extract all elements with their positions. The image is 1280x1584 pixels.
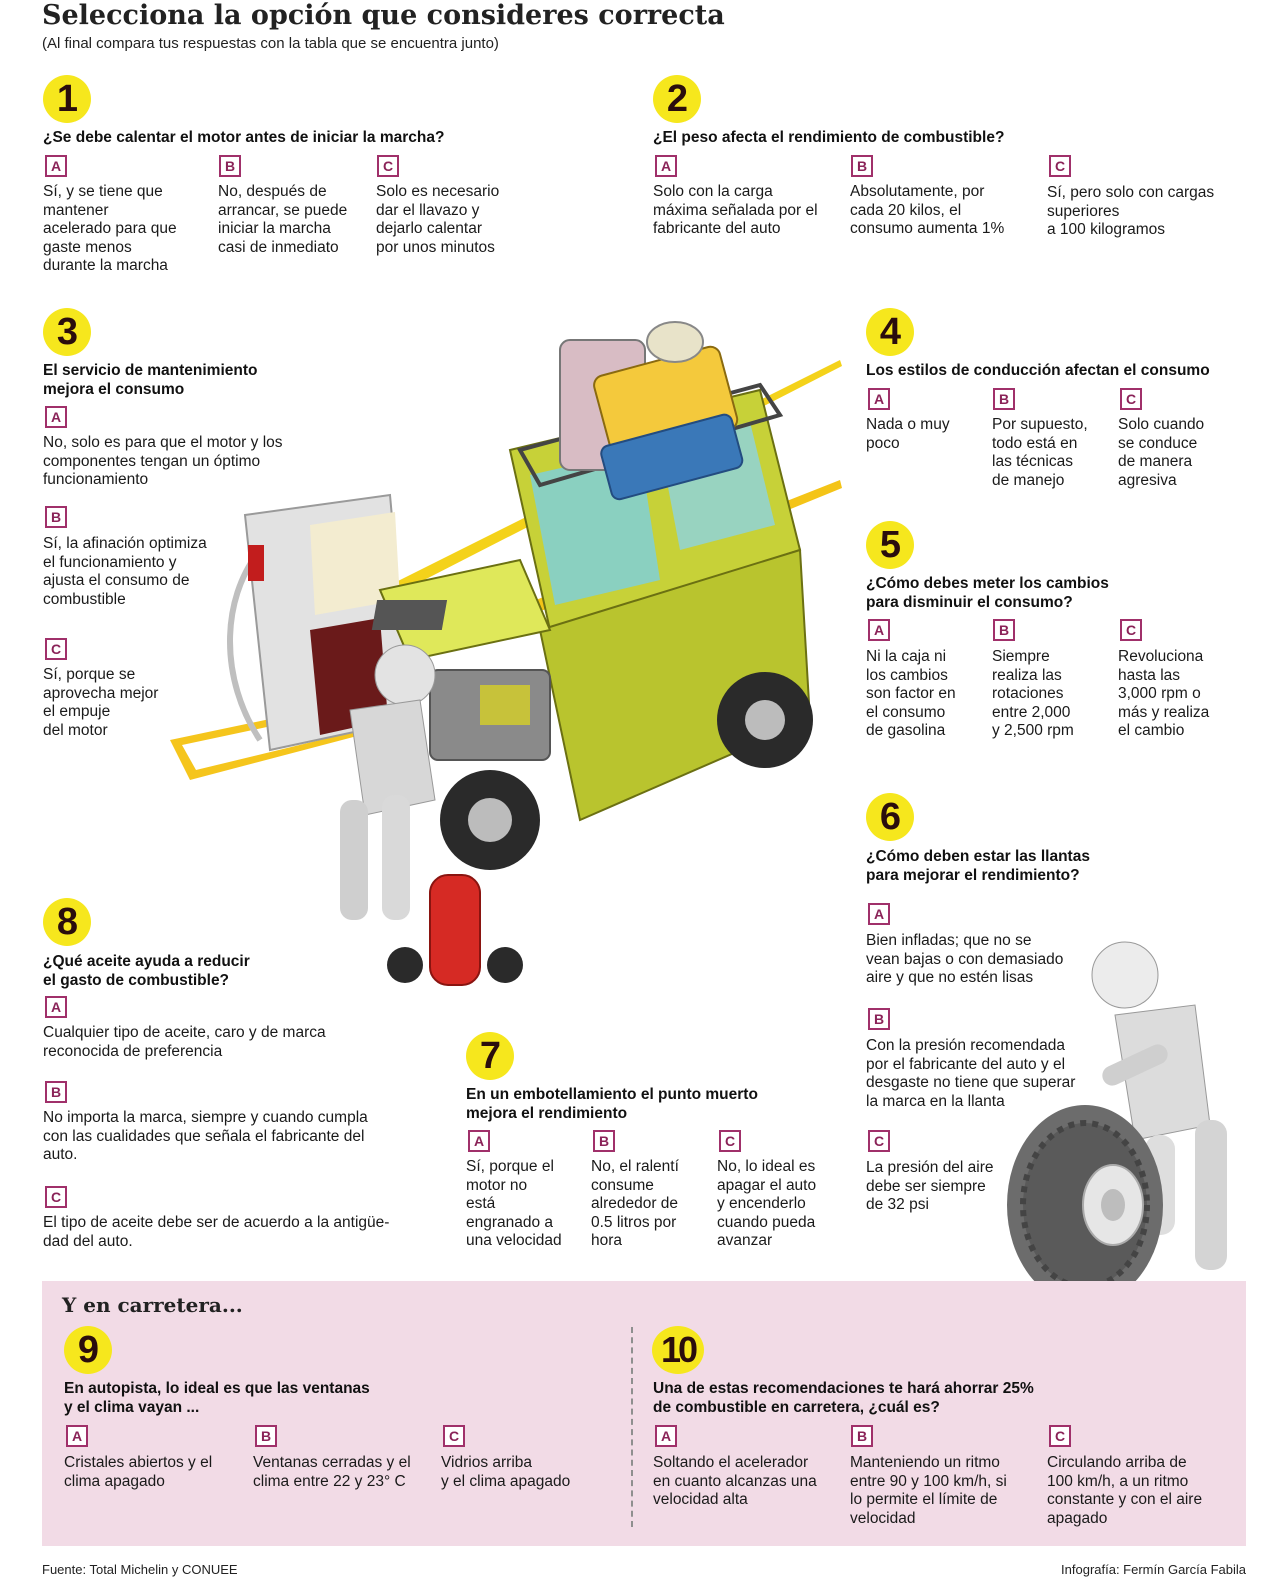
question-3-option-a-badge[interactable]: A (45, 406, 67, 428)
question-1-number: 1 (43, 75, 91, 123)
question-2-option-b-text[interactable]: Absolutamente, por cada 20 kilos, el consumo aumenta 1% (850, 183, 1005, 237)
question-6-option-b-badge[interactable]: B (868, 1008, 890, 1030)
question-4-option-b-badge[interactable]: B (993, 388, 1015, 410)
question-8-option-a-text[interactable]: Cualquier tipo de aceite, caro y de marca reconocida de preferencia (43, 1024, 326, 1060)
question-2-option-c-text[interactable]: Sí, pero solo con cargas superiores a 100 kilogramos (1047, 184, 1215, 238)
question-6-option-c-badge[interactable]: C (868, 1130, 890, 1152)
question-9-option-b-badge[interactable]: B (255, 1425, 277, 1447)
question-6-option-b-text[interactable]: Con la presión recomendada por el fabricante del auto y el desgaste no tiene que superar la marca en la llanta (866, 1037, 1076, 1110)
question-8-option-c-text[interactable]: El tipo de aceite debe ser de acuerdo a la antigüe- dad del auto. (43, 1214, 390, 1250)
question-5-option-a-text[interactable]: Ni la caja ni los cambios son factor en el consumo de gasolina (866, 648, 956, 739)
question-3-option-b-badge[interactable]: B (45, 506, 67, 528)
question-3-text: El servicio de mantenimiento mejora el consumo (43, 362, 258, 398)
question-8-number: 8 (43, 898, 91, 946)
question-2-option-c-badge[interactable]: C (1049, 155, 1071, 177)
question-5-text: ¿Cómo debes meter los cambios para disminuir el consumo? (866, 575, 1109, 611)
question-5-option-a-badge[interactable]: A (868, 619, 890, 641)
question-6-option-c-text[interactable]: La presión del aire debe ser siempre de 32 psi (866, 1159, 994, 1213)
footer-credit: Infografía: Fermín García Fabila (1061, 1562, 1246, 1577)
question-5-option-c-badge[interactable]: C (1120, 619, 1142, 641)
question-3-option-c-badge[interactable]: C (45, 638, 67, 660)
question-6-text: ¿Cómo deben estar las llantas para mejorar el rendimiento? (866, 848, 1090, 884)
question-9-option-a-text[interactable]: Cristales abiertos y el clima apagado (64, 1454, 213, 1490)
question-7-option-a-text[interactable]: Sí, porque el motor no está engranado a una velocidad (466, 1158, 562, 1249)
question-6-number: 6 (866, 793, 914, 841)
question-4-text: Los estilos de conducción afectan el consumo (866, 362, 1210, 379)
question-1-option-a-badge[interactable]: A (45, 155, 67, 177)
question-8-option-b-text[interactable]: No importa la marca, siempre y cuando cumpla con las cualidades que señala el fabricante del auto. (43, 1109, 368, 1163)
question-5-option-b-text[interactable]: Siempre realiza las rotaciones entre 2,000 y 2,500 rpm (992, 648, 1074, 739)
question-5-option-c-text[interactable]: Revoluciona hasta las 3,000 rpm o más y realiza el cambio (1118, 648, 1210, 739)
question-2-option-b-badge[interactable]: B (851, 155, 873, 177)
question-4-option-b-text[interactable]: Por supuesto, todo está en las técnicas de manejo (992, 416, 1088, 489)
question-7-number: 7 (466, 1032, 514, 1080)
footer-source: Fuente: Total Michelin y CONUEE (42, 1562, 238, 1577)
question-1-option-a-text[interactable]: Sí, y se tiene que mantener acelerado para que gaste menos durante la marcha (43, 183, 177, 274)
question-10-number: 10 (652, 1326, 704, 1374)
question-7-option-b-text[interactable]: No, el ralentí consume alrededor de 0.5 litros por hora (591, 1158, 679, 1249)
question-7-option-c-text[interactable]: No, lo ideal es apagar el auto y encenderlo cuando pueda avanzar (717, 1158, 817, 1249)
question-10-option-b-text[interactable]: Manteniendo un ritmo entre 90 y 100 km/h, si lo permite el límite de velocidad (850, 1454, 1007, 1527)
question-9-option-a-badge[interactable]: A (66, 1425, 88, 1447)
question-3-option-b-text[interactable]: Sí, la afinación optimiza el funcionamiento y ajusta el consumo de combustible (43, 535, 207, 608)
question-1-option-b-text[interactable]: No, después de arrancar, se puede iniciar la marcha casi de inmediato (218, 183, 348, 256)
page-subtitle: (Al final compara tus respuestas con la tabla que se encuentra junto) (42, 35, 499, 52)
question-2-number: 2 (653, 75, 701, 123)
question-1-option-b-badge[interactable]: B (219, 155, 241, 177)
question-7-option-a-badge[interactable]: A (468, 1130, 490, 1152)
question-4-option-c-badge[interactable]: C (1120, 388, 1142, 410)
road-section-divider (631, 1327, 633, 1527)
question-4-option-c-text[interactable]: Solo cuando se conduce de manera agresiva (1118, 416, 1205, 489)
page-title: Selecciona la opción que consideres correcta (42, 0, 725, 31)
question-2-option-a-badge[interactable]: A (655, 155, 677, 177)
question-8-option-b-badge[interactable]: B (45, 1081, 67, 1103)
question-9-text: En autopista, lo ideal es que las ventanas y el clima vayan ... (64, 1380, 370, 1416)
question-9-option-c-badge[interactable]: C (443, 1425, 465, 1447)
question-3-option-c-text[interactable]: Sí, porque se aprovecha mejor el empuje del motor (43, 666, 159, 739)
question-9-option-b-text[interactable]: Ventanas cerradas y el clima entre 22 y 23° C (253, 1454, 411, 1490)
road-section-title: Y en carretera... (62, 1293, 243, 1317)
question-8-text: ¿Qué aceite ayuda a reducir el gasto de combustible? (43, 953, 250, 989)
question-1-option-c-badge[interactable]: C (377, 155, 399, 177)
question-6-option-a-text[interactable]: Bien infladas; que no se vean bajas o con demasiado aire y que no estén lisas (866, 932, 1064, 986)
question-6-option-a-badge[interactable]: A (868, 903, 890, 925)
question-2-option-a-text[interactable]: Solo con la carga máxima señalada por el fabricante del auto (653, 183, 818, 237)
question-7-text: En un embotellamiento el punto muerto mejora el rendimiento (466, 1086, 758, 1122)
question-3-option-a-text[interactable]: No, solo es para que el motor y los componentes tengan un óptimo funcionamiento (43, 434, 283, 488)
question-5-number: 5 (866, 521, 914, 569)
question-1-text: ¿Se debe calentar el motor antes de iniciar la marcha? (43, 129, 445, 146)
question-1-option-c-text[interactable]: Solo es necesario dar el llavazo y dejarlo calentar por unos minutos (376, 183, 500, 256)
question-10-text: Una de estas recomendaciones te hará ahorrar 25% de combustible en carretera, ¿cuál es? (653, 1380, 1034, 1416)
question-2-text: ¿El peso afecta el rendimiento de combustible? (653, 129, 1005, 146)
question-10-option-c-text[interactable]: Circulando arriba de 100 km/h, a un ritmo constante y con el aire apagado (1047, 1454, 1203, 1527)
question-4-number: 4 (866, 308, 914, 356)
question-8-option-c-badge[interactable]: C (45, 1186, 67, 1208)
question-8-option-a-badge[interactable]: A (45, 996, 67, 1018)
question-4-option-a-badge[interactable]: A (868, 388, 890, 410)
question-3-number: 3 (43, 308, 91, 356)
question-10-option-a-text[interactable]: Soltando el acelerador en cuanto alcanzas una velocidad alta (653, 1454, 817, 1508)
question-7-option-b-badge[interactable]: B (593, 1130, 615, 1152)
tire-mannequin-illustration (995, 935, 1280, 1290)
question-4-option-a-text[interactable]: Nada o muy poco (866, 416, 950, 452)
question-9-option-c-text[interactable]: Vidrios arriba y el clima apagado (441, 1454, 571, 1490)
jeep-gas-station-illustration (160, 300, 850, 1000)
question-10-option-b-badge[interactable]: B (851, 1425, 873, 1447)
question-10-option-c-badge[interactable]: C (1049, 1425, 1071, 1447)
question-7-option-c-badge[interactable]: C (719, 1130, 741, 1152)
question-9-number: 9 (64, 1326, 112, 1374)
question-10-option-a-badge[interactable]: A (655, 1425, 677, 1447)
question-5-option-b-badge[interactable]: B (993, 619, 1015, 641)
